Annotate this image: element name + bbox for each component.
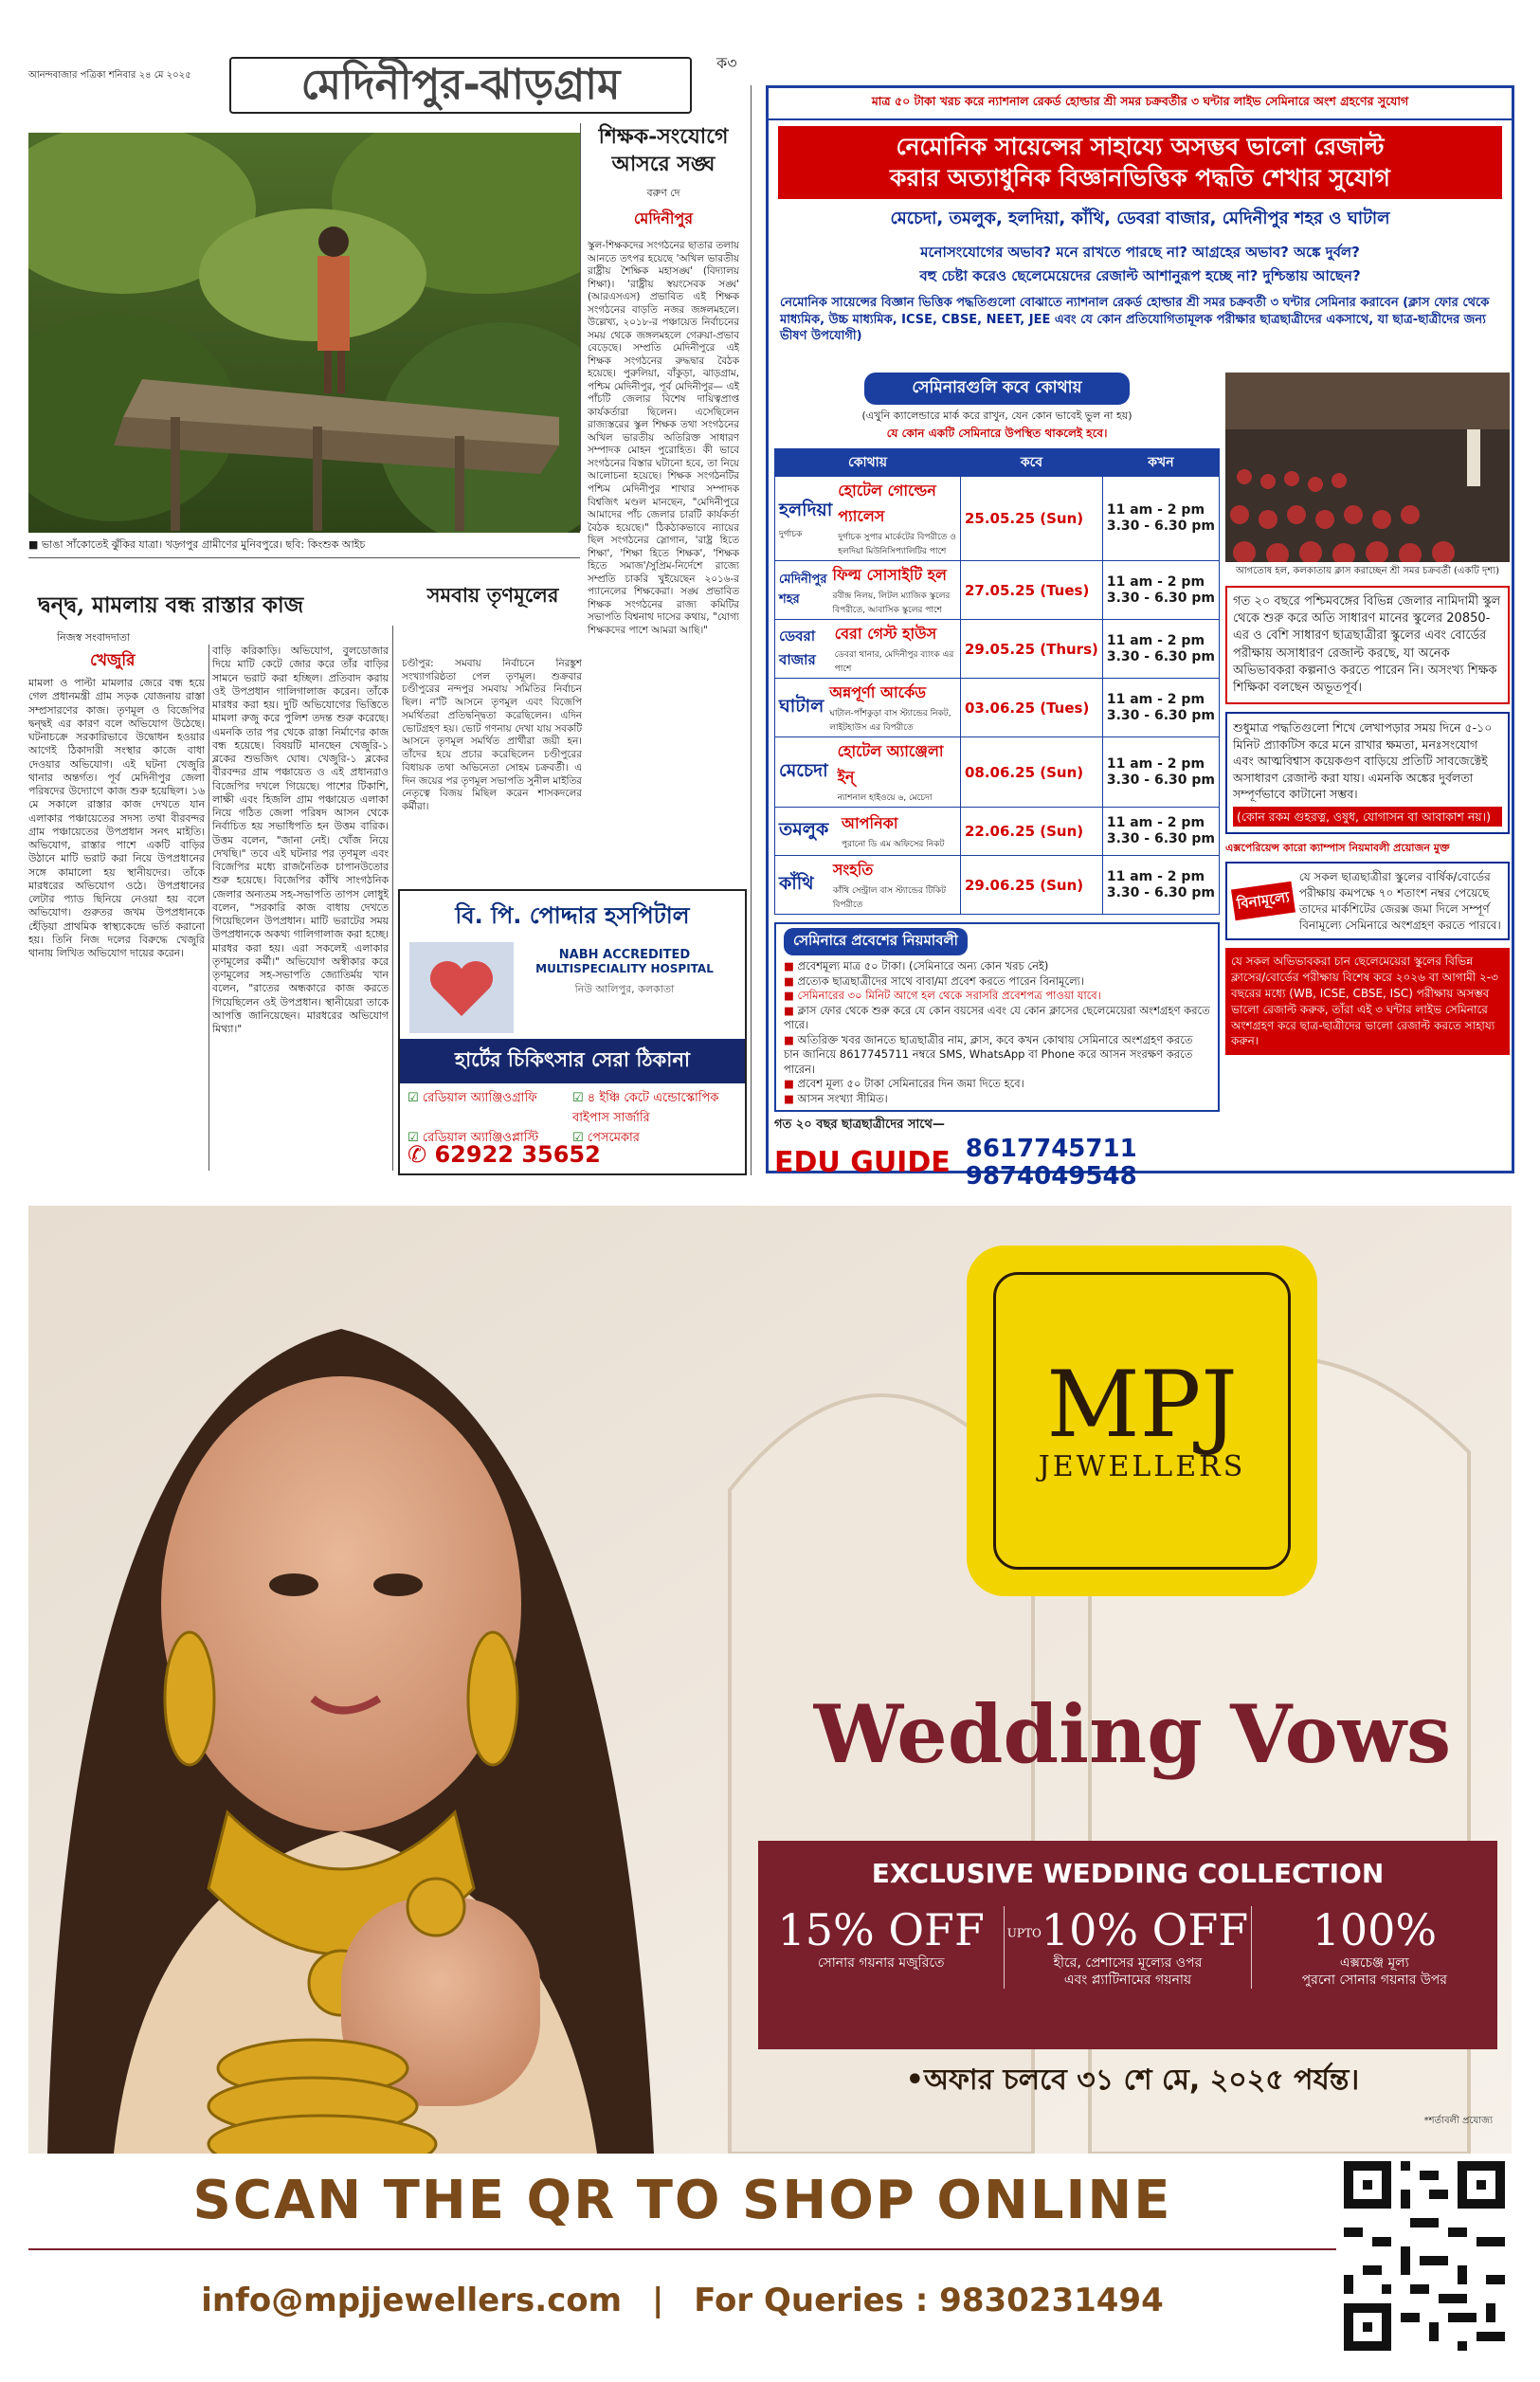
scan-strip [28,2154,1336,2248]
hospital-name: বি. পি. পোদ্দার হসপিটাল [400,891,745,936]
table-row: ঘাটাল অন্নপূর্ণা আর্কেড ঘাটাল-পাঁশকুড়া বাস স্ট্যান্ডের নিকট, লাইটহাউস এর বিপরীতে 03.06.25 (Tues) 11 am - 2 pm 3.30 - 6.30 pm [775,679,1220,737]
achievement-box: গত ২০ বছরে পশ্চিমবঙ্গের বিভিন্ন জেলার নামিদামী স্কুল থেকে শুরু করে অতি সাধারণ মানের স্কুলের 20850-এর ও বেশি সাধারণ ছাত্রছাত্রীরা স্কুলের এবং বোর্ডের পরীক্ষায় অসাধারণ রেজাল্ট করছে, যা অনেক অভিভাবকরা কল্পনাও করতে পারেন নি। অসংখ্য শিক্ষক শিক্ষিকা বলছেন অভূতপূর্ব। [1225,586,1510,704]
news-photo [28,133,580,533]
offer-making-charge: 15% OFF সোনার গয়নার মজুরিতে [777,1904,985,1971]
hospital-tagline: হার্টের চিকিৎসার সেরা ঠিকানা [400,1039,745,1083]
lead-byline: নিজস্ব সংবাদদাতা [57,631,131,644]
table-row: মেদিনীপুর শহর ফিল্ম সোসাইটি হল রবীন্দ্র নিলয়, লিটল ম্যাজিক স্কুলের বিপরীতে, আবাসিক স্কুলের পাশে 27.05.25 (Tues) 11 am - 2 pm 3.30 - 6.30 pm [775,561,1220,620]
logo-mpj: MPJ [1046,1351,1238,1458]
lead-dateline: খেজুরি [90,651,136,670]
logo-jewellers: JEWELLERS [1038,1449,1246,1483]
mpj-offer-panel [758,1841,1497,2049]
hospital-ad [398,889,747,1175]
mpj-jewellers-ad [28,1206,1512,2154]
schedule-note-1: (এখুনি ক্যালেন্ডারে মার্ক করে রাখুন, যেন কোন ভাবেই ভুল না হয়) [861,409,1132,422]
table-row: তমলুক আপনিকা পুরানো ডি এম অফিসের নিকট 22.06.25 (Sun) 11 am - 2 pm 3.30 - 6.30 pm [775,808,1220,856]
rule-item: ■ ক্লাস ফোর থেকে শুরু করে যে কোন বয়সের এবং যে কোন ক্লাসের ছেলেমেয়েরা অংশগ্রহণ করতে পারে। [784,1003,1210,1032]
table-row: মেচেদা হোটেল অ্যাঞ্জেলা ইন্ ন্যাশনাল হাইওয়ে ৬, মেচেদা 08.06.25 (Sun) 11 am - 2 pm 3.30 - 6.30 pm [775,737,1220,808]
service-radial-angioplasty: ☑ রেডিয়াল অ্যাঞ্জিওপ্লাস্টি [408,1131,539,1145]
seminar-headline-2: করার অত্যাধুনিক বিজ্ঞানভিত্তিক পদ্ধতি শেখার সুযোগ [890,163,1390,191]
scan-text: SCAN THE QR TO SHOP ONLINE [192,2170,1172,2231]
seminar-intro: নেমোনিক সায়েন্সের বিজ্ঞান ভিত্তিক পদ্ধতিগুলো বোঝাতে ন্যাশনাল রেকর্ড হোল্ডার শ্রী সমর চক্রবর্তী ৩ ঘন্টার সেমিনার করাবেন (ক্লাস ফোর থেকে মাধ্যমিক, উচ্চ মাধ্যমিক, ICSE, CBSE, NEET, JEE এবং যে কোন প্রতিযোগিতামূলক পরীক্ষার ছাত্রছাত্রীদের একসাথে, যা ছাত্র-ছাত্রীদের জন্য ভীষণ উপযোগী) [780,296,1490,344]
method-note: (কোন রকম গুহরত্ন, ওষুধ, যোগাসন বা আবাকাশ নয়।) [1233,807,1502,827]
lead-body-col1: মামলা ও পাল্টা মামলার জেরে বন্ধ হয়ে গেল প্রধানমন্ত্রী গ্রাম সড়ক যোজনায় রাস্তা সম্প্রসারণের কাজ। তৃণমূল ও বিজেপির দ্বন্দ্বই এর কারণ বলে অভিযোগ উঠেছে। ঘটনাচক্রে সরকারিভাবে উদ্বোধন হওয়ার আগেই ঠিকাদারী সংস্থার কাজে বাধা দেওয়ার অভিযোগ। এই ঘটনা খেজুরি থানার অন্তর্গত। পূর্ব মেদিনীপুর জেলা পরিষদের উদ্যোগে কাজ শুরু হয়েছিল। ১৬ মে সকালে রাস্তার কাজ দেখতে যান এলাকার পঞ্চায়েতের সদস্য তথা বীরবন্দর গ্রাম পঞ্চায়েতের উপপ্রধান সনৎ মাইতি। অভিযোগ, রাস্তার পাশে একটি বাড়ির উঠানে মাটি ভরাট করা নিয়ে উপপ্রধানের সঙ্গে কামালো হয় স্থানীয়দের। তাঁকে মারধরের অভিযোগ ওঠে। উপপ্রধানের লেটার প্যাড ছিনিয়ে নেওয়া হয় বলে অভিযোগ। গুরুতর জখম উপপ্রধানকে হেঁড়িয়া প্রাথমিক স্বাস্থ্যকেন্দ্রে ভর্তি করানো হয়। তিনি নিজ দলের বিরুদ্ধে খেজুরি থানায় লিখিত অভিযোগ দায়ের করেন। [28,677,205,959]
phone-icon: ✆ [408,1141,427,1168]
accreditation-1: NABH ACCREDITED [558,948,691,962]
header-where: কোথায় [775,449,961,477]
table-row: ডেবরা বাজার বেরা গেস্ট হাউস ডেবরা থানার, মেদিনীপুর ব্যাংক এর পাশে 29.05.25 (Thurs) 11 am - 2 pm 3.30 - 6.30 pm [775,620,1220,679]
table-row: কাঁথি সংহতি কাঁথি সেন্ট্রাল বাস স্ট্যান্ডের টিকিট বিপরীতে 29.06.25 (Sun) 11 am - 2 pm 3.30 - 6.30 pm [775,856,1220,915]
collection-title: EXCLUSIVE WEDDING COLLECTION [871,1858,1385,1889]
service-bypass: ☑ ৪ ইঞ্চি কেটে এন্ডোস্কোপিক বাইপাস সার্জারি [572,1091,719,1125]
bridge-photo-illustration [28,133,580,533]
contact-strip [28,2248,1336,2353]
sidebar-dateline: মেদিনীপুর [633,209,694,228]
table-row: হলদিয়া দুর্গাচক হোটেল গোল্ডেন প্যালেস দুর্গাচক সুপার মার্কেটের বিপরীতে ও হলদিয়া মিউনিসিপ্যালিটির পাশে 25.05.25 (Sun) 11 am - 2 pm 3.30 - 6.30 pm [775,477,1220,561]
seminar-question-1: মনোসংযোগের অভাব? মনে রাখতে পারছে না? আগ্রহের অভাব? অঙ্কে দুর্বল? [920,244,1360,261]
terms-note: *শর্তাবলী প্রযোজ্য [1423,2116,1493,2126]
seminar-photo [1225,373,1510,562]
qr-code[interactable] [1344,2161,1505,2351]
rules-title: সেমিনারে প্রবেশের নিয়মাবলী [784,928,968,955]
mpj-logo [967,1246,1317,1596]
offer-exchange: 100% এক্সচেঞ্জ মূল্য পুরনো সোনার গয়নার উপর [1301,1904,1447,1988]
contact-separator: | [651,2282,664,2319]
hospital-phone: ✆ 62922 35652 [408,1141,601,1168]
lead-headline: দ্বন্দ্ব, মামলায় বন্ধ রাস্তার কাজ [38,592,304,618]
edu-phone-2[interactable]: 9874049548 [965,1161,1137,1191]
offer-validity: •অফার চলবে ৩১ শে মে, ২০২৫ পর্যন্ত। [905,2064,1360,2097]
seminar-top-banner: মাত্র ৫০ টাকা খরচ করে ন্যাশনাল রেকর্ড হোল্ডার শ্রী সমর চক্রবর্তীর ৩ ঘন্টার লাইভ সেমিনারে অংশ গ্রহণের সুযোগ [769,88,1512,120]
seminar-question-2: বহু চেষ্টা করেও ছেলেমেয়েদের রেজাল্ট আশানুরূপ হচ্ছে না? দুশ্চিন্তায় আছেন? [919,267,1361,284]
schedule-table [774,448,1220,915]
rule-item: ■ প্রত্যেক ছাত্রছাত্রীদের সাথে বাবা/মা প্রবেশ করতে পারেন বিনামূল্যে। [784,973,1085,988]
mpj-email[interactable]: info@mpjjewellers.com [201,2282,623,2319]
seminar-places: মেচেদা, তমলুক, হলদিয়া, কাঁথি, ডেবরা বাজার, মেদিনীপুর শহর ও ঘাটাল [890,209,1390,228]
free-badge: বিনামূল্যে [1231,882,1295,921]
header-when: কবে [960,449,1102,477]
masthead-dateline: আনন্দবাজার পত্রিকা শনিবার ২৪ মে ২০২৫ [28,70,191,81]
rule-item: ■ অতিরিক্ত খবর জানতে ছাত্রছাত্রীর নাম, ক্লাস, কবে কখন কোথায় সেমিনারে অংশগ্রহণ করতে চান জানিয়ে 8617745711 নম্বরে SMS, WhatsApp বা Phone করে আসন সংরক্ষণ করতে পারেন। [784,1032,1193,1076]
sidebar-body: স্কুল-শিক্ষকদের সংগঠনের ছাতার তলায় আনতে তৎপর হয়েছে 'অখিল ভারতীয় রাষ্ট্রীয় শৈক্ষিক মহাসঙ্ঘ' (বিদ্যালয় শিক্ষা)। 'রাষ্ট্রীয় স্বয়ংসেবক সঙ্ঘ' (আরএসএস) প্রভাবিত এই শিক্ষক সংগঠনের বাড়তি নজর জঙ্গলমহলে। উল্লেখ্য, ২০১৮-র পঞ্চায়েত নির্বাচনের সময় থেকে জঙ্গলমহলে গেরুয়া-প্রভাব বেড়েছে। সম্প্রতি মেদিনীপুরে এই শিক্ষক সংগঠনের রুদ্ধদ্বার বৈঠক হয়েছে। পুরুলিয়া, বাঁকুড়া, ঝাড়গ্রাম, পশ্চিম মেদিনীপুর, পূর্ব মেদিনীপুর— এই পাঁচটি জেলার বিশেষ দায়িত্বপ্রাপ্ত কার্যকর্তারা ছিলেন। এসেছিলেন রাজ্যস্তরের স্কুল শিক্ষক তথা সংগঠনের অখিল ভারতীয় অতিরিক্ত সাধারণ সম্পাদক মোহন পুরোহিত। কী ভাবে সংগঠনের বিস্তার ঘটানো হবে, তা নিয়ে আলোচনা হয়েছে। শিক্ষক সংগঠনটির পশ্চিম মেদিনীপুর শাখার সম্পাদক বিশ্বজিৎ মণ্ডল মানছেন, "মেদিনীপুরে আমাদের পাঁচ জেলার চারটি কার্যকর্তা বৈঠক হয়েছে।" ঠিকঠাকভাবে ন্যায়ের ছিল সংগঠনের স্লোগান, 'রাষ্ট্র হিতে শিক্ষা', 'শিক্ষা হিতে শিক্ষক', 'শিক্ষক হিতে সমাজ'/সুপ্রিম-নির্দেশে রাজ্যে সম্প্রতি চাকরি খুইয়েছেন ২০১৬-র প্যানেলের শিক্ষকেরা। সঙ্ঘ প্রভাবিত শিক্ষক সংগঠনের রাজ্য কমিটির সভাপতি বিশ্বনাথ দাসের কথায়, "যোগ্য শিক্ষকদের পাশে আমরা আছি।" [588,240,739,636]
seminar-headline-1: নেমোনিক সায়েন্সের সাহায্যে অসম্ভব ভালো রেজাল্ট [896,133,1385,160]
photo-caption: ■ ভাঙা সাঁকোতেই ঝুঁকির যাত্রা। খড়্গপুর গ্রামীণের মুনিবপুরে। ছবি: কিংশুক আইচ [28,538,366,551]
hospital-location: নিউ আলিপুর, কলকাতা [574,983,675,995]
sidebar-story [588,123,739,975]
rule-item: ■ প্রবেশ মূল্য ৫০ টাকা সেমিনারের দিন জমা দিতে হবে। [784,1077,1024,1091]
parents-box: যে সকল অভিভাবকরা চান ছেলেমেয়েরা স্কুলের বিভিন্ন ক্লাসের/বোর্ডের পরীক্ষায় বিশেষ করে ২০২৬ বা আগামী ২-৩ বছরের মধ্যে (WB, ICSE, CBSE, ISC) পরীক্ষায় অসম্ভব ভালো রেজাল্ট করুক, তাঁরা এই ৩ ঘন্টার লাইভ সেমিনারে অংশগ্রহণ করে ছাত্র-ছাত্রীদের ভালো রেজাল্ট করতে সাহায্য করুন। [1225,948,1510,1055]
edu-phone-1[interactable]: 8617745711 [965,1135,1137,1164]
accreditation-2: MULTISPECIALITY HOSPITAL [535,962,714,975]
rule-item: ■ আসন সংখ্যা সীমিত। [784,1091,888,1105]
service-radial-angiography: ☑ রেডিয়াল অ্যাঞ্জিওগ্রাফি [408,1091,537,1105]
edu-guide-brand: EDU GUIDE [774,1146,951,1180]
mpj-queries[interactable]: For Queries : 9830231494 [694,2282,1164,2319]
schedule-title: সেমিনারগুলি কবে কোথায় [864,373,1130,405]
sidebar-headline: শিক্ষক-সংযোগে আসরে সঙ্ঘ [598,124,729,176]
free-box: যে সকল ছাত্রছাত্রীরা স্কুলের বার্ষিক/বোর্ডের পরীক্ষায় কমপক্ষে ৭০ শতাংশ নম্বর পেয়েছে তাদের মার্কশিটের জেরক্স জমা দিলে সম্পূর্ণ বিনামূল্যে সেমিনারে অংশগ্রহণ করতে পারবে। [1298,870,1501,932]
header-time: কখন [1102,449,1219,477]
rule-item: ■ সেমিনারের ৩০ মিনিট আগে হল থেকে সরাসরি প্রবেশপত্র পাওয়া যাবে। [784,989,1101,1003]
seminar-ad [766,85,1514,1191]
offer-diamond: UPTO10% OFF হীরে, প্রেশাসের মূল্যের ওপর এবং প্ল্যাটিনামের গয়নায় [1006,1904,1249,1988]
seminar-photo-caption: আগতোষ হল, কলকাতায় ক্লাস করাচ্ছেন শ্রী সমর চক্রবর্তী (একটি দৃশ্য) [1235,566,1499,576]
service-pacemaker: ☑ পেসমেকার [572,1131,640,1145]
heart-hands-image [409,942,514,1033]
rule-item: ■ প্রবেশমূল্য মাত্র ৫০ টাকা। (সেমিনারে অন্য কোন খরচ নেই) [784,959,1049,973]
free-box-title: এক্সপেরিয়েন্স কারো ক্যাম্পাস নিয়মাবলী প্রয়োজন মুক্ত [1225,842,1450,855]
footer-line: গত ২০ বছর ছাত্রছাত্রীদের সাথে— [774,1118,945,1133]
method-box: শুধুমাত্র পদ্ধতিগুলো শিখে লেখাপড়ার সময় দিনে ৫-১০ মিনিট প্র্যাকটিস করে মনে রাখার ক্ষমতা, মনঃসংযোগ এবং আত্মবিশ্বাস কয়েকগুণ বাড়িয়ে প্রতিটি সাবজেক্টেই অসাধারণ রেজাল্ট করা যায়। এমনকি অঙ্কের দুর্বলতা সম্পূর্ণভাবে কাটানো সম্ভব। [1233,720,1493,802]
second-body: চণ্ডীপুর: সমবায় নির্বাচনে নিরঙ্কুশ সংখ্যাগরিষ্ঠতা পেল তৃণমূল। শুক্রবার চণ্ডীপুরের নন্দপুর সমবায় সমিতির নির্বাচন ছিল। ন'টি আসনে তৃণমূল এবং বিজেপি সমর্থিতরা প্রতিদ্বন্দ্বিতা করেছিলেন। এদিন ভোটগ্রহণ হয়। ভোট গণনায় দেখা যায় সবকটি আসনে তৃণমূল সমর্থিত প্রার্থীরা জয়ী হন। তাঁদের হয়ে প্রচার করেছিলেন চণ্ডীপুরের বিধায়ক তথা অভিনেতা সোহম চক্রবর্তী। এ দিন জয়ের পর তৃণমূল সভাপতি সুনীল মাইতির নেতৃত্বে বিজয় মিছিল করেন শাসকদলের কর্মীরা। [402,658,582,813]
lead-body-col2: বাড়ি করিকাড়ি। অভিযোগ, বুলডোজার দিয়ে মাটি কেটে জোর করে তাঁর বাড়ির সামনে ভরাট করা হচ্ছিল। প্রতিবাদ করায় ওই উপপ্রধান গালিগালাজ করেন। তাঁকে মারধর করা হয়। দুটি অভিযোগের ভিত্তিতে মামলা রুজু করে পুলিশ তদন্ত শুরু করেছে। এমনকি তার পর থেকে রাস্তা নির্মাণের কাজ বন্ধ হয়েছে। বিষয়টি মানছেন খেজুরি-১ ব্লকের শুভজিৎ ঘোষ। খেজুরি-১ ব্লকের বীরবন্দর গ্রাম পঞ্চায়েত ও এই প্রধানরাও বিজেপির দখলে গিয়েছে। পাশের টিকাশি, লাক্ষী এবং হিজলি গ্রাম পঞ্চায়েত এলাকা নিয়ে গঠিত জেলা পরিষদ আসন থেকে নির্বাচিত হয় সভাধিপতি হন উত্তম বারিক। উত্তম বলেন, "জানা নেই। খোঁজ নিয়ে দেখছি।" তবে এই ঘটনার পর তৃণমূল এবং বিজেপির মধ্যে রাজনৈতিক চাপানউতোর শুরু হয়েছে। বিজেপির কাঁথি সাংগঠনিক জেলার অন্যতম সহ-সভাপতি তাপস লোধুই বলেন, "সরকারি কাজ বাধায় দেখতে গিয়েছিলেন উপপ্রধান। মাটি ভরাটের সময় উপপ্রধানকে অকথ্য গালিগালাজ করা হচ্ছে। মারধর করা হয়। এরা সকলেই এলাকার তৃণমূলের কর্মী।" অভিযোগ অস্বীকার করে তৃণমূলের সহ-সভাপতি জ্যোতির্ময় খান বলেন, "রাতের অন্ধকারে কাজ করতে গিয়েছিলেন ওই উপপ্রধান। স্থানীয়েরা তাকে আপত্তি জানিয়েছেন। মারধরের অভিযোগ মিথ্যা।" [212,645,389,1035]
sidebar-byline: বরুণ দে [646,187,680,200]
mpj-headline: Wedding Vows [813,1687,1452,1781]
second-headline: সমবায় তৃণমূলের [426,583,559,607]
schedule-note-2: যে কোন একটি সেমিনারে উপস্থিত থাকলেই হবে। [886,427,1108,440]
page-number: ক৩ [716,54,737,72]
section-title: মেদিনীপুর-ঝাড়গ্রাম [229,57,692,114]
